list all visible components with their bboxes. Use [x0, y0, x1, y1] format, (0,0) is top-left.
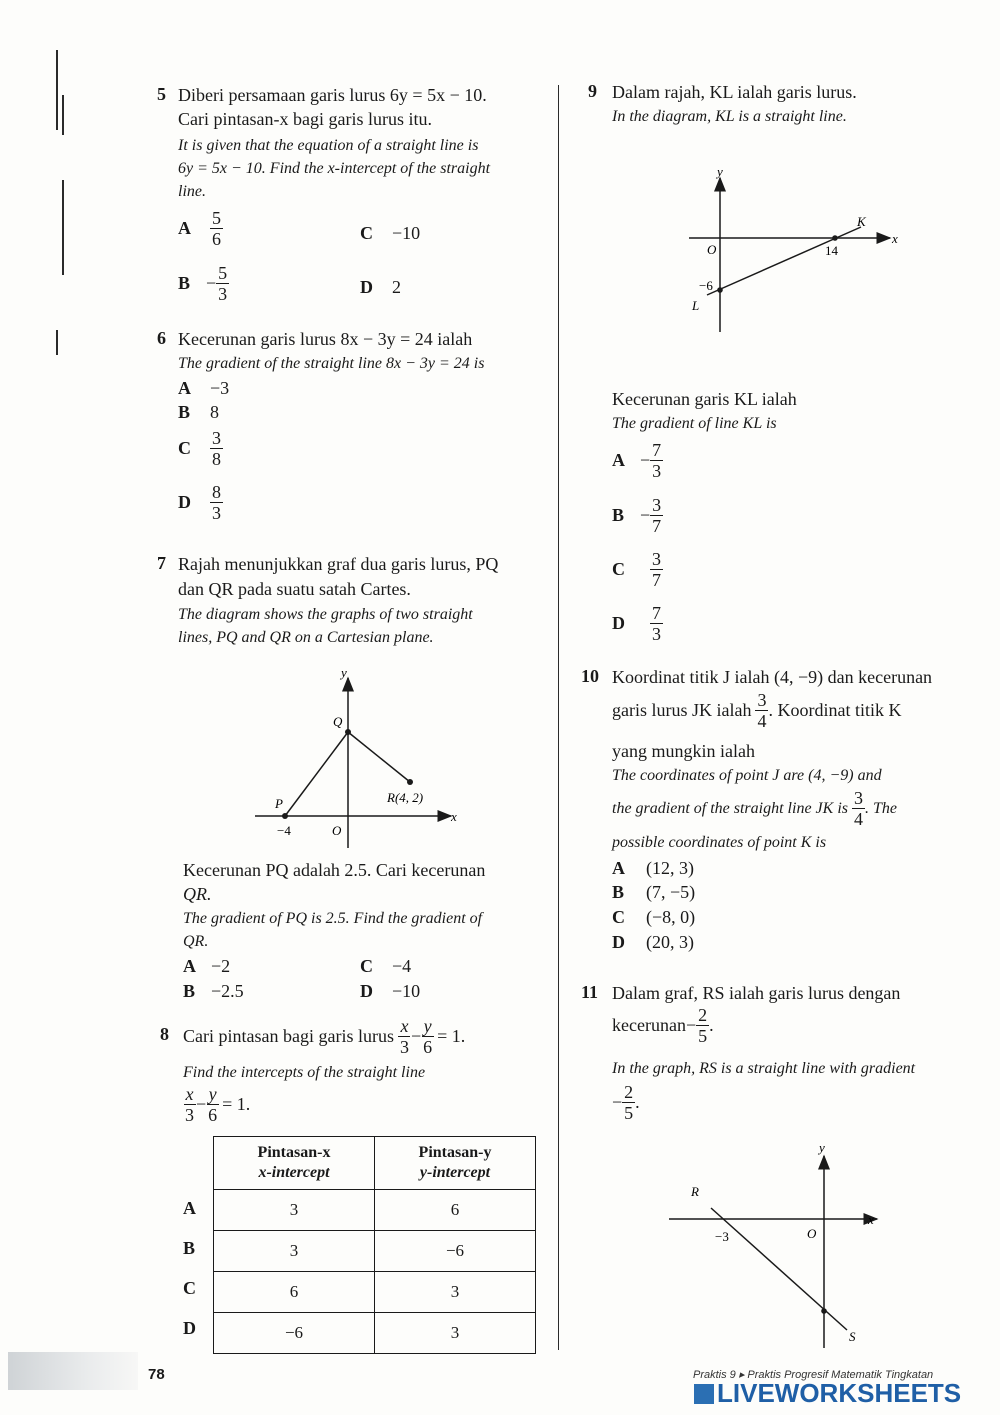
header-x-intercept	[214, 1137, 375, 1190]
cell-y: 6	[375, 1190, 536, 1231]
x-label: x	[868, 1212, 874, 1227]
option-label: B	[178, 402, 191, 422]
origin-label: O	[707, 242, 717, 257]
option-d[interactable]	[360, 276, 401, 299]
question-text-ms: Kecerunan garis KL ialah	[612, 389, 797, 409]
r-label: R	[691, 1184, 699, 1199]
fraction-denominator: 3	[399, 1037, 409, 1057]
q-label: Q	[333, 714, 343, 729]
option-b[interactable]	[612, 495, 663, 536]
fraction-numerator: 2	[698, 1005, 708, 1025]
question-text-ms: Dalam graf, RS ialah garis lurus dengan	[612, 983, 901, 1003]
fraction-numerator: 3	[212, 428, 221, 448]
question-text-ms: Kecerunan PQ adalah 2.5. Cari kecerunan	[183, 860, 486, 880]
option-value: −10	[392, 223, 421, 243]
option-label: D	[178, 492, 191, 512]
y-tick-label: −6	[699, 278, 713, 293]
option-a[interactable]	[183, 955, 230, 978]
question-text-en: The gradient of the straight line 8x − 3y = 24 is	[178, 355, 485, 372]
option-c[interactable]	[612, 549, 663, 590]
question-text-en: 6y = 5x − 10. Find the x-intercept of the straight	[178, 160, 491, 177]
question-text-en: lines, PQ and QR on a Cartesian plane.	[178, 629, 434, 646]
option-value: −2.5	[211, 981, 244, 1001]
s-label: S	[849, 1329, 856, 1344]
fraction-numerator: 3	[652, 549, 661, 569]
option-label: A	[183, 956, 196, 976]
fraction-numerator: 5	[212, 208, 221, 228]
fraction-denominator: 3	[218, 284, 228, 304]
minus-sign: −	[640, 450, 651, 470]
minus-sign: −	[206, 273, 217, 293]
question-text-en: − $\frac{2}{5}$ .	[612, 1082, 640, 1123]
line-qr	[348, 732, 410, 782]
fraction-denominator: 4	[757, 711, 767, 731]
cell-y: 3	[375, 1272, 536, 1313]
y-label: y	[341, 665, 347, 680]
question-text-ms: Koordinat titik J ialah (4, −9) dan kecerunan	[612, 667, 933, 687]
option-a[interactable]	[612, 857, 694, 880]
margin-mark	[56, 50, 58, 130]
question-text-en: Find the intercepts of the straight line	[183, 1064, 426, 1081]
fraction-numerator: 8	[212, 482, 221, 502]
cell-y: 3	[375, 1313, 536, 1354]
option-label: C	[612, 907, 625, 927]
cell-x: −6	[214, 1313, 375, 1354]
question-text-en: It is given that the equation of a straight line is	[178, 137, 479, 154]
question-text-ms: QR.	[183, 884, 212, 904]
k-label: K	[857, 214, 866, 229]
margin-mark	[62, 95, 64, 135]
point-y-intercept	[821, 1308, 827, 1314]
line-pq	[285, 732, 348, 816]
question-text-en: The diagram shows the graphs of two straight	[178, 606, 473, 623]
option-value: (−8, 0)	[646, 907, 696, 927]
margin-mark	[56, 330, 58, 355]
question-text-en: line.	[178, 183, 206, 200]
row-label-c[interactable]: C	[183, 1278, 196, 1298]
option-d[interactable]	[360, 980, 420, 1003]
question-text-en: In the diagram, KL is a straight line.	[612, 108, 847, 125]
option-label: B	[183, 981, 196, 1001]
question-text-ms: Dalam rajah, KL ialah garis lurus.	[612, 82, 857, 102]
option-b[interactable]	[183, 980, 244, 1003]
option-a[interactable]	[178, 377, 229, 400]
option-d[interactable]	[612, 603, 663, 644]
point-q	[345, 729, 351, 735]
text-segment: garis lurus JK ialah	[612, 700, 752, 720]
option-label: A	[612, 450, 625, 470]
option-a[interactable]	[612, 440, 663, 481]
line-kl	[707, 227, 861, 295]
x-tick-label: 14	[825, 243, 838, 258]
point-r	[407, 779, 413, 785]
option-value: 8	[210, 402, 219, 422]
option-c[interactable]	[360, 955, 411, 978]
question-text-ms: Diberi persamaan garis lurus 6y = 5x − 10.	[178, 85, 487, 105]
question-text-ms: Rajah menunjukkan graf dua garis lurus, PQ	[178, 554, 499, 574]
option-label: C	[178, 438, 191, 458]
option-c[interactable]	[178, 428, 223, 469]
watermark	[694, 1378, 961, 1409]
footer-text: Praktis 9 ▸ Praktis Progresif Matematik Tingkatan	[693, 1369, 934, 1381]
cell-x: 3	[214, 1190, 375, 1231]
question-text-ms: Cari pintasan-x bagi garis lurus itu.	[178, 109, 432, 129]
option-value: −4	[392, 956, 412, 976]
table-header-row	[214, 1137, 536, 1190]
fraction-denominator: 5	[624, 1103, 634, 1123]
text-segment: . The	[864, 800, 897, 817]
fraction-numerator: y	[208, 1084, 217, 1104]
question-number: 5	[157, 84, 166, 104]
fraction-numerator: 7	[652, 440, 662, 460]
equation-rhs: = 1.	[222, 1094, 251, 1114]
header-y-intercept	[375, 1137, 536, 1190]
kl-graph	[685, 160, 915, 335]
question-text-ms: kecerunan− $\frac{2}{5}$ .	[612, 1005, 714, 1046]
x-tick-label: −4	[277, 823, 291, 838]
header-text-en: y-intercept	[419, 1164, 491, 1181]
pq-qr-graph	[255, 660, 475, 850]
option-label: A	[612, 858, 625, 878]
cell-y: −6	[375, 1231, 536, 1272]
question-text-en: QR.	[183, 933, 209, 950]
question-number: 7	[157, 553, 166, 573]
fraction-denominator: 3	[652, 461, 662, 481]
option-label: B	[612, 882, 625, 902]
option-label: D	[612, 613, 625, 633]
option-label: C	[612, 559, 625, 579]
header-text: Pintasan-x	[257, 1144, 331, 1161]
question-number: 8	[160, 1024, 169, 1044]
intercept-table	[213, 1136, 536, 1354]
fraction-denominator: 8	[212, 449, 221, 469]
option-label: A	[178, 378, 191, 398]
l-label: L	[692, 298, 700, 313]
question-text-ms: yang mungkin ialah	[612, 741, 755, 761]
point-p	[282, 813, 288, 819]
minus-sign: −	[612, 1092, 623, 1112]
question-text-en: The gradient of line KL is	[612, 415, 777, 432]
equation-rhs: = 1.	[437, 1026, 466, 1046]
text-segment: . Koordinat titik K	[768, 700, 902, 720]
option-label: B	[612, 505, 625, 525]
point-x-intercept	[832, 235, 838, 241]
cell-x: 6	[214, 1272, 375, 1313]
row-label-b[interactable]: B	[183, 1238, 196, 1258]
option-a[interactable]	[178, 208, 223, 249]
fraction-denominator: 7	[652, 516, 662, 536]
p-label: P	[275, 796, 283, 811]
question-number: 10	[581, 666, 599, 686]
option-c[interactable]	[612, 906, 695, 929]
question-number: 11	[581, 982, 599, 1002]
minus-sign: −	[685, 1015, 697, 1035]
option-value: (20, 3)	[646, 932, 694, 952]
text-segment: kecerunan	[612, 1015, 686, 1035]
minus-sign: −	[640, 505, 651, 525]
fraction-denominator: 3	[185, 1105, 194, 1125]
equation-en	[183, 1084, 250, 1125]
option-label: D	[360, 277, 373, 297]
r-label: R(4, 2)	[387, 790, 424, 805]
fraction-denominator: 5	[698, 1026, 708, 1046]
table-row[interactable]	[214, 1313, 536, 1354]
scan-artifact	[8, 1352, 138, 1390]
text-segment: the gradient of the straight line JK is	[612, 800, 848, 817]
question-text-en: In the graph, RS is a straight line with gradient	[612, 1060, 916, 1077]
option-value: (12, 3)	[646, 858, 694, 878]
option-d[interactable]	[178, 482, 223, 523]
fraction-numerator: x	[185, 1084, 194, 1104]
option-label: D	[360, 981, 373, 1001]
y-label: y	[717, 164, 723, 179]
table-row[interactable]	[214, 1190, 536, 1231]
origin-label: O	[807, 1226, 817, 1241]
option-value: −10	[392, 981, 421, 1001]
table-row[interactable]	[214, 1272, 536, 1313]
option-d[interactable]	[612, 931, 694, 954]
fraction-numerator: 3	[757, 690, 767, 710]
question-number: 6	[157, 328, 166, 348]
option-b[interactable]	[612, 881, 695, 904]
option-c[interactable]	[360, 222, 420, 245]
option-label: C	[360, 223, 373, 243]
y-label: y	[819, 1140, 825, 1155]
fraction-denominator: 3	[652, 624, 661, 644]
fraction-denominator: 6	[208, 1105, 218, 1125]
question-text-ms: Kecerunan garis lurus 8x − 3y = 24 ialah	[178, 329, 473, 349]
question-text-ms-label: Cari pintasan bagi garis lurus	[183, 1026, 394, 1046]
question-text-ms	[183, 1016, 465, 1057]
row-label-d[interactable]: D	[183, 1318, 196, 1338]
fraction-denominator: 4	[853, 809, 863, 829]
fraction-numerator: 3	[853, 788, 863, 808]
point-y-intercept	[717, 287, 723, 293]
minus-sign: −	[410, 1026, 422, 1046]
option-value: −2	[211, 956, 231, 976]
column-divider	[558, 85, 559, 1350]
question-text-en: The gradient of PQ is 2.5. Find the gradient of	[183, 910, 483, 927]
x-label: x	[892, 231, 898, 246]
option-b[interactable]	[178, 401, 219, 424]
question-text-ms: dan QR pada suatu satah Cartes.	[178, 579, 411, 599]
page-number: 78	[148, 1366, 165, 1383]
row-label-a[interactable]: A	[183, 1198, 196, 1218]
question-text-en: The coordinates of point J are (4, −9) and	[612, 767, 882, 784]
option-label: A	[178, 218, 191, 238]
margin-mark	[62, 180, 64, 275]
option-label: D	[612, 932, 625, 952]
fraction-denominator: 7	[652, 570, 661, 590]
question-text-en: possible coordinates of point K is	[612, 834, 827, 851]
option-value: −3	[210, 378, 230, 398]
fraction-numerator: 5	[218, 263, 228, 283]
question-text-ms	[612, 690, 901, 731]
option-value: (7, −5)	[646, 882, 696, 902]
table-row[interactable]	[214, 1231, 536, 1272]
rs-graph	[665, 1138, 885, 1348]
option-label: C	[360, 956, 373, 976]
watermark-text: LIVEWORKSHEETS	[717, 1378, 962, 1408]
fraction-numerator: x	[400, 1016, 409, 1036]
fraction-denominator: 6	[423, 1037, 433, 1057]
fraction-denominator: 6	[212, 229, 221, 249]
fraction-denominator: 3	[212, 503, 221, 523]
question-text-en	[612, 788, 897, 829]
header-text-en: x-intercept	[258, 1164, 330, 1181]
fraction-numerator: y	[423, 1016, 432, 1036]
fraction-numerator: 7	[652, 603, 661, 623]
option-label: B	[178, 273, 191, 293]
x-label: x	[451, 809, 457, 824]
origin-label: O	[332, 823, 342, 838]
option-b[interactable]	[178, 263, 229, 304]
fraction-numerator: 3	[652, 495, 662, 515]
header-text: Pintasan-y	[418, 1144, 492, 1161]
liveworksheets-logo-icon	[694, 1384, 714, 1404]
cell-x: 3	[214, 1231, 375, 1272]
x-tick-label: −3	[715, 1229, 729, 1244]
question-number: 9	[588, 81, 597, 101]
option-value: 2	[392, 277, 401, 297]
minus-sign: −	[196, 1094, 207, 1114]
fraction-numerator: 2	[624, 1082, 634, 1102]
